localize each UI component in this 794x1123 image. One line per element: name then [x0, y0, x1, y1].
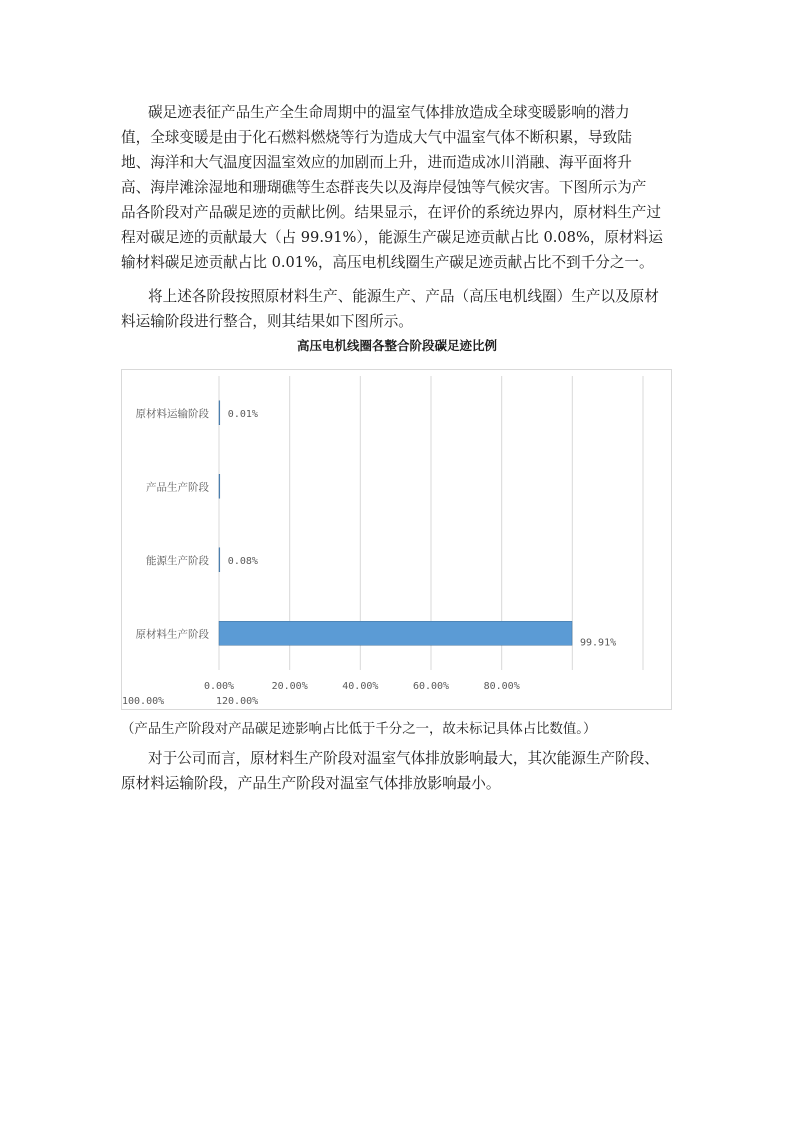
paragraph-line: 原材料运输阶段，产品生产阶段对温室气体排放影响最小。	[121, 775, 501, 792]
category-label: 产品生产阶段	[146, 481, 209, 494]
bar	[219, 621, 572, 645]
paragraph-line: 料运输阶段进行整合，则其结果如下图所示。	[121, 313, 413, 330]
x-tick-label: 60.00%	[412, 681, 450, 692]
paragraph-line: 输材料碳足迹贡献占比 0.01%，高压电机线圈生产碳足迹贡献占比不到千分之一。	[121, 254, 654, 271]
bar-chart	[121, 369, 672, 710]
chart-canvas	[122, 370, 673, 711]
data-label: 0.08%	[227, 555, 258, 567]
paragraph-line: 对于公司而言，原材料生产阶段对温室气体排放影响最大，其次能源生产阶段、	[148, 750, 659, 767]
x-tick-label: 80.00%	[483, 681, 520, 692]
category-label: 能源生产阶段	[146, 554, 209, 567]
bar	[219, 548, 220, 572]
data-label: 0.01%	[227, 408, 258, 420]
paragraph-line: 程对碳足迹的贡献最大（占 99.91%），能源生产碳足迹贡献占比 0.08%，原材料运	[121, 229, 663, 246]
x-tick-label: 0.00%	[203, 681, 235, 692]
paragraph-line: 品各阶段对产品碳足迹的贡献比例。结果显示，在评价的系统边界内，原材料生产过	[121, 204, 661, 221]
x-tick-label: 100.00%	[122, 696, 165, 707]
chart-caption: （产品生产阶段对产品碳足迹影响占比低于千分之一，故未标记具体占比数值。）	[121, 722, 597, 737]
category-label: 原材料生产阶段	[135, 628, 209, 641]
data-label: 99.91%	[580, 637, 617, 649]
x-tick-label: 120.00%	[216, 696, 259, 707]
paragraph-line: 值，全球变暖是由于化石燃料燃烧等行为造成大气中温室气体不断积累，导致陆	[121, 129, 632, 146]
x-tick-label: 20.00%	[271, 681, 308, 692]
category-label: 原材料运输阶段	[135, 407, 209, 420]
x-tick-label: 40.00%	[342, 681, 379, 692]
bar	[219, 474, 220, 498]
paragraph-line: 将上述各阶段按照原材料生产、能源生产、产品（高压电机线圈）生产以及原材	[148, 288, 659, 305]
chart-title: 高压电机线圈各整合阶段碳足迹比例	[296, 338, 497, 353]
paragraph-line: 高、海岸滩涂湿地和珊瑚礁等生态群丧失以及海岸侵蚀等气候灾害。下图所示为产	[121, 179, 647, 196]
bar	[219, 401, 220, 425]
paragraph-line: 地、海洋和大气温度因温室效应的加剧而上升，进而造成冰川消融、海平面将升	[121, 154, 632, 171]
paragraph-line: 碳足迹表征产品生产全生命周期中的温室气体排放造成全球变暖影响的潜力	[148, 104, 630, 121]
